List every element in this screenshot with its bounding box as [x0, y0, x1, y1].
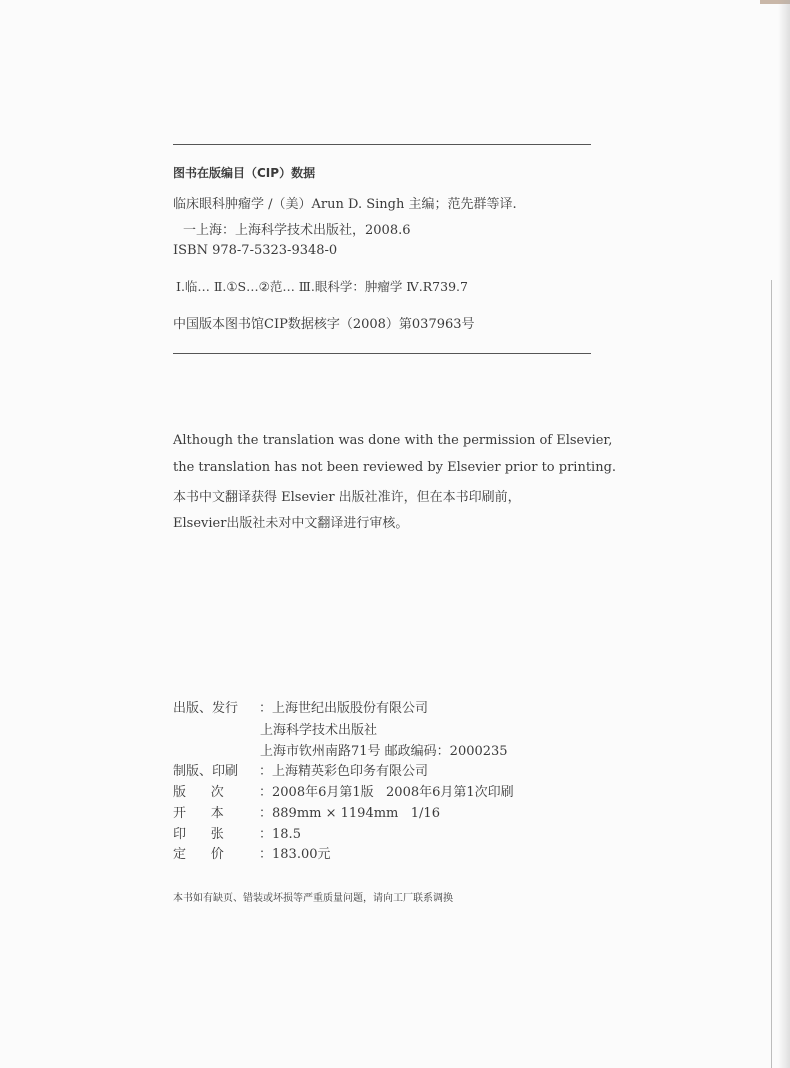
notice-en-line-1: Although the translation was done with the permission of Elsevier, — [173, 433, 613, 448]
page-edge-line — [771, 280, 772, 1068]
publisher-2: 上海科学技术出版社 — [260, 723, 378, 738]
label-colon: ： — [259, 701, 273, 716]
sheets-value: 18.5 — [272, 827, 301, 842]
notice-zh-line-2: Elsevier出版社未对中文翻译进行审核。 — [173, 516, 409, 531]
edition-value: 2008年6月第1版 2008年6月第1次印刷 — [272, 785, 514, 800]
imprint-sheets-row — [173, 823, 301, 842]
label-colon: ： — [259, 785, 273, 800]
printer-name: 上海精英彩色印务有限公司 — [272, 764, 429, 779]
imprint-format-row — [173, 802, 440, 821]
imprint-edition-row — [173, 781, 514, 800]
publisher-address: 上海市钦州南路71号 邮政编码：2000235 — [260, 744, 508, 759]
page-edge-shadow — [778, 0, 790, 1068]
publisher-label: 出版、发行 — [173, 701, 239, 716]
cip-publication-line: 一上海：上海科学技术出版社，2008.6 — [183, 223, 411, 238]
imprint-publisher-row — [173, 697, 428, 716]
cip-core-data-number: 中国版本图书馆CIP数据核字（2008）第037963号 — [173, 317, 475, 332]
cip-isbn: ISBN 978-7-5323-9348-0 — [173, 243, 338, 258]
price-label: 定 价 — [173, 847, 224, 862]
label-colon: ： — [259, 847, 273, 862]
cip-title: 图书在版编目（CIP）数据 — [173, 166, 316, 180]
cip-entry-line: 临床眼科肿瘤学 /（美）Arun D. Singh 主编；范先群等译. — [173, 197, 517, 212]
imprint-printer-row — [173, 760, 428, 779]
label-colon: ： — [259, 764, 273, 779]
printer-label: 制版、印刷 — [173, 764, 239, 779]
format-label: 开 本 — [173, 806, 224, 821]
format-value: 889mm × 1194mm 1/16 — [272, 806, 440, 821]
edition-label: 版 次 — [173, 785, 224, 800]
cip-classification: Ⅰ.临… Ⅱ.①S…②范… Ⅲ.眼科学：肿瘤学 Ⅳ.R739.7 — [176, 279, 468, 294]
cip-top-rule — [173, 144, 591, 145]
notice-zh-line-1: 本书中文翻译获得 Elsevier 出版社准许，但在本书印刷前， — [173, 490, 521, 505]
sheets-label: 印 张 — [173, 827, 224, 842]
quality-notice: 本书如有缺页、错装或坏损等严重质量问题，请向工厂联系调换 — [173, 893, 453, 904]
label-colon: ： — [259, 806, 273, 821]
cip-bottom-rule — [173, 353, 591, 354]
publisher-1: 上海世纪出版股份有限公司 — [272, 701, 429, 716]
label-colon: ： — [259, 827, 273, 842]
imprint-price-row — [173, 843, 331, 862]
price-value: 183.00元 — [272, 847, 331, 862]
notice-en-line-2: the translation has not been reviewed by Elsevier prior to printing. — [173, 460, 617, 475]
